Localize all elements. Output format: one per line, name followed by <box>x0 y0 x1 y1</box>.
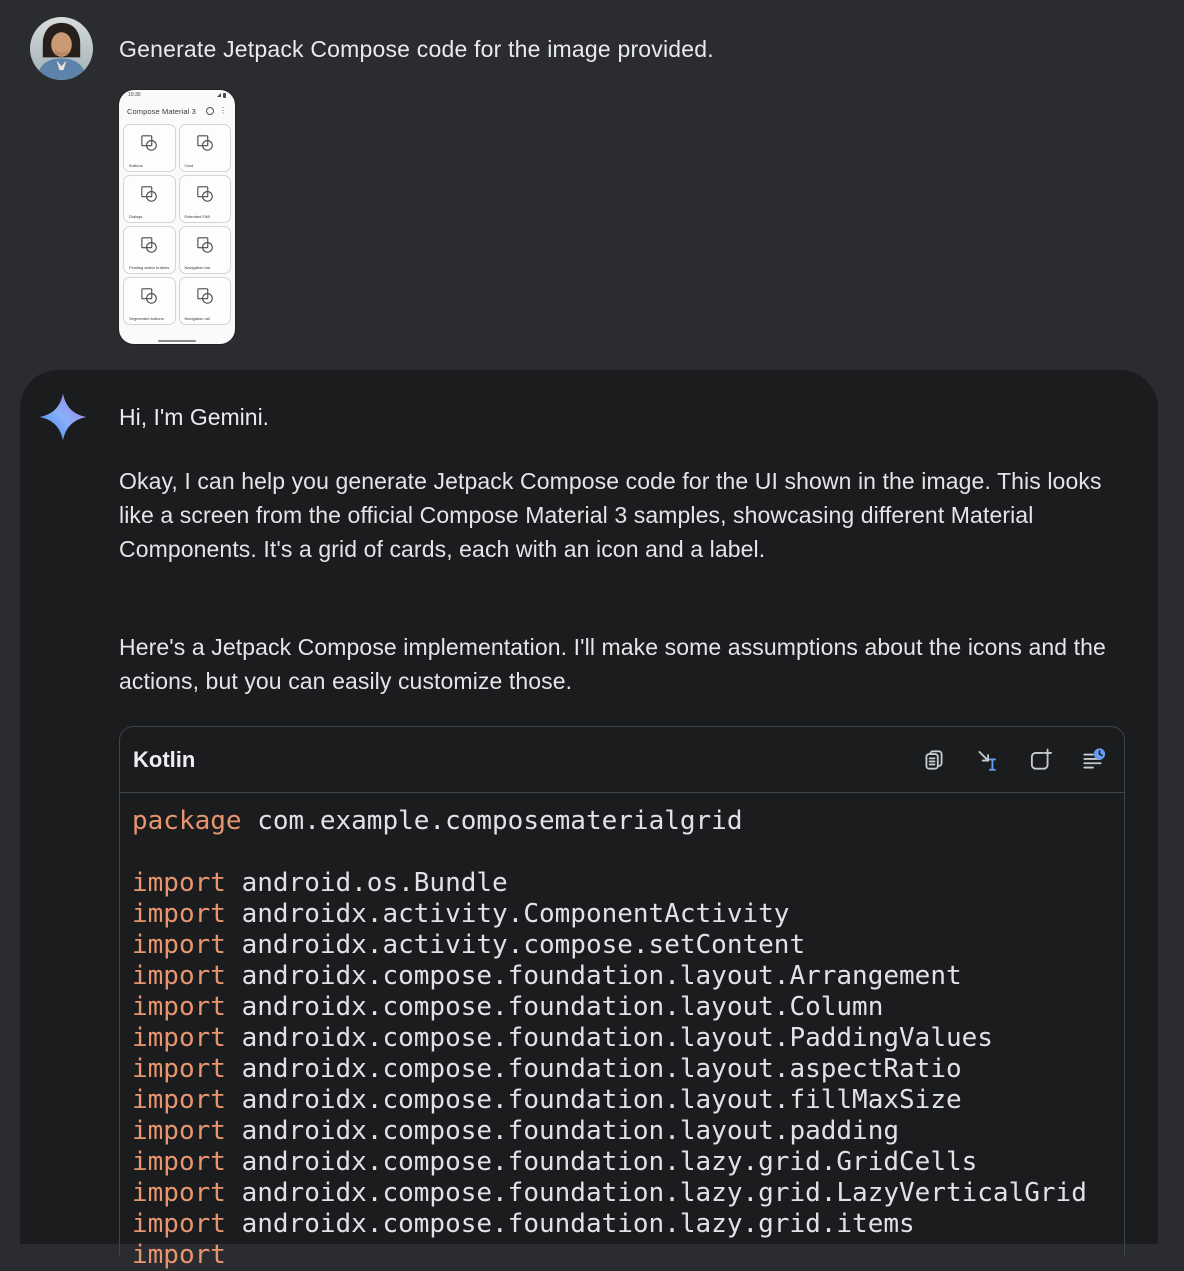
thumb-card-label: Segmented buttons <box>129 316 164 321</box>
copy-icon[interactable] <box>921 747 947 773</box>
thumb-component-card <box>179 124 232 172</box>
shapes-icon <box>194 185 216 204</box>
user-avatar <box>30 17 93 80</box>
code-line: import android.os.Bundle <box>132 868 508 898</box>
signal-icon <box>217 93 221 97</box>
response-paragraph: Okay, I can help you generate Jetpack Compose code for the UI shown in the image. This looks like a screen from the official Compose Material 3 samples, showcasing different Material Components. It's a grid of cards, each with an icon and a label. <box>119 468 1102 562</box>
shapes-icon <box>194 236 216 255</box>
code-line: import androidx.activity.ComponentActivity <box>132 899 790 929</box>
assistant-response-card <box>20 370 1158 1270</box>
code-lines <box>120 793 1124 1271</box>
code-line: import androidx.compose.foundation.layout.padding <box>132 1116 900 1146</box>
thumb-statusbar <box>119 90 235 100</box>
code-toolbar <box>921 747 1106 773</box>
thumb-card-label: Floating action buttons <box>129 265 170 270</box>
code-line: import androidx.compose.foundation.lazy.grid.GridCells <box>132 1147 978 1177</box>
thumb-card-label: Navigation bar <box>184 265 211 270</box>
overflow-menu-icon: ⋮ <box>219 106 227 115</box>
shapes-icon <box>138 236 160 255</box>
attachment-thumbnail[interactable] <box>119 90 235 344</box>
insert-at-cursor-icon[interactable] <box>974 747 1000 773</box>
shapes-icon <box>138 134 160 153</box>
thumb-component-card <box>123 277 176 325</box>
thumb-card-label: Buttons <box>129 163 143 168</box>
shapes-icon <box>138 185 160 204</box>
code-line: package com.example.composematerialgrid <box>132 806 743 836</box>
add-to-file-icon[interactable] <box>1027 747 1053 773</box>
thumb-component-card <box>123 226 176 274</box>
greeting-text: Hi, I'm Gemini. <box>119 404 270 430</box>
gesture-bar <box>158 340 196 342</box>
thumb-card-label: Dialogs <box>129 214 143 219</box>
gemini-star-icon <box>38 392 88 442</box>
thumb-appbar <box>119 101 235 121</box>
code-line: import androidx.compose.foundation.layout.PaddingValues <box>132 1023 993 1053</box>
response-paragraph: Here's a Jetpack Compose implementation. I'll make some assumptions about the icons and the actions, but you can easily customize those. <box>119 634 1106 694</box>
code-line <box>132 837 1124 868</box>
code-language-label: Kotlin <box>133 746 196 772</box>
user-message-text: Generate Jetpack Compose code for the image provided. <box>119 36 714 62</box>
code-line: import androidx.compose.foundation.layout.Column <box>132 992 884 1022</box>
thumb-status-icons <box>217 93 226 98</box>
thumb-card-label: Card <box>184 163 194 168</box>
shapes-icon <box>194 134 216 153</box>
thumb-component-card <box>179 277 232 325</box>
code-line: import androidx.activity.compose.setContent <box>132 930 806 960</box>
thumb-component-card <box>123 175 176 223</box>
thumb-component-card <box>123 124 176 172</box>
theme-toggle-icon <box>206 107 214 115</box>
code-header <box>120 727 1124 793</box>
battery-icon <box>223 93 226 98</box>
code-line: import androidx.compose.foundation.lazy.grid.items <box>132 1209 915 1239</box>
shapes-icon <box>138 287 160 306</box>
code-line: import androidx.compose.foundation.layout.fillMaxSize <box>132 1085 962 1115</box>
code-block <box>119 726 1125 1270</box>
code-line: import androidx.compose.foundation.layout.aspectRatio <box>132 1054 962 1084</box>
code-line: import androidx.compose.foundation.layout.Arrangement <box>132 961 962 991</box>
thumb-card-label: Navigation rail <box>184 316 210 321</box>
history-icon[interactable] <box>1080 747 1106 773</box>
thumb-status-time: 10:30 <box>128 92 141 98</box>
thumb-component-card <box>179 226 232 274</box>
thumb-component-card <box>179 175 232 223</box>
thumb-card-label: Extended FAB <box>184 214 211 219</box>
user-avatar-image <box>30 17 93 80</box>
shapes-icon <box>194 287 216 306</box>
code-line: import androidx.compose.foundation.lazy.grid.LazyVerticalGrid <box>132 1178 1087 1208</box>
thumb-app-title: Compose Material 3 <box>127 106 196 116</box>
code-line: import <box>132 1240 226 1270</box>
thumb-card-grid <box>123 124 231 325</box>
